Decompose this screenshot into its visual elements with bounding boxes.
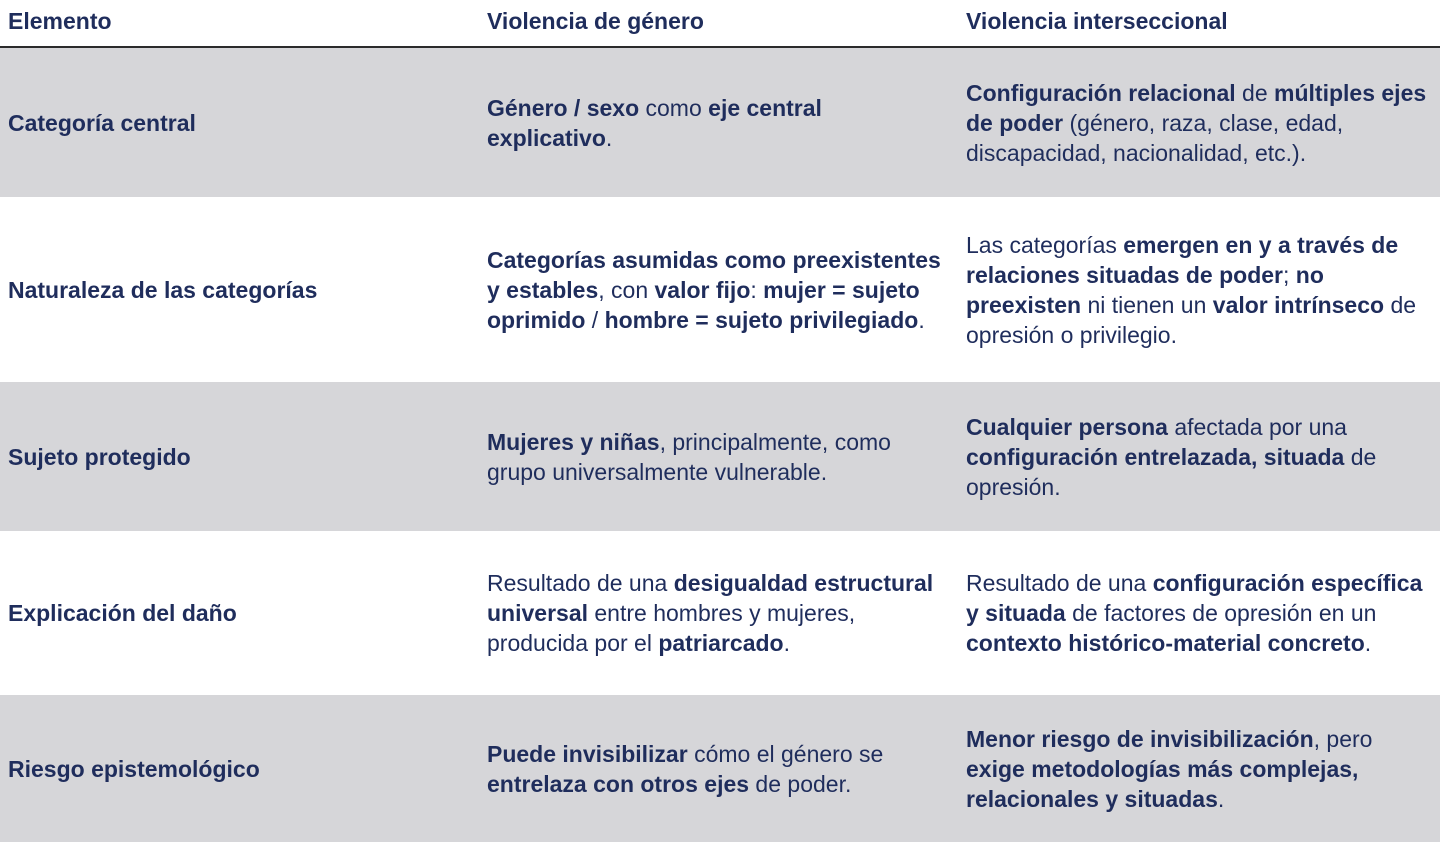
row-element: Riesgo epistemológico xyxy=(8,755,260,782)
emphasis-text: patriarcado xyxy=(658,630,784,656)
plain-text: de factores de opresión en un xyxy=(1065,600,1377,626)
plain-text: como xyxy=(639,94,709,121)
row-gender-cell xyxy=(487,695,953,842)
plain-text: de opresión. xyxy=(966,443,1377,500)
plain-text: afectada por una xyxy=(1167,413,1347,440)
emphasis-text: Cualquier persona xyxy=(966,413,1168,440)
plain-text: , con xyxy=(598,276,655,303)
emphasis-text: configuración entrelazada, situada xyxy=(966,443,1345,470)
row-gender-text xyxy=(487,739,953,799)
row-gender-cell xyxy=(487,48,953,197)
row-intersectional-text xyxy=(966,412,1432,502)
header-element: Elemento xyxy=(8,8,112,34)
header-gender-violence: Violencia de género xyxy=(487,8,704,34)
emphasis-text: múltiples ejes de poder xyxy=(966,79,1427,136)
emphasis-text: desigualdad estructural universal xyxy=(487,570,934,626)
emphasis-text: valor fijo xyxy=(654,276,751,303)
header-intersectional-violence: Violencia interseccional xyxy=(966,8,1228,34)
row-gender-cell xyxy=(487,197,953,382)
plain-text: Las categorías xyxy=(966,231,1124,258)
row-element: Naturaleza de las categorías xyxy=(8,276,318,303)
plain-text: (género, raza, clase, edad, discapacidad, nacionalidad, etc.). xyxy=(966,109,1344,166)
plain-text: ni tienen un xyxy=(1081,291,1213,318)
plain-text: : xyxy=(750,276,764,303)
row-intersectional-text xyxy=(966,724,1432,814)
row-intersectional-cell xyxy=(966,382,1432,531)
emphasis-text: Categorías asumidas como preexistentes y estables xyxy=(487,246,941,303)
plain-text: cómo el género se xyxy=(687,740,884,767)
plain-text: / xyxy=(585,306,605,333)
emphasis-text: mujer = sujeto oprimido xyxy=(487,276,920,333)
row-intersectional-cell xyxy=(966,531,1432,695)
table-header xyxy=(0,0,1440,48)
table-row xyxy=(0,531,1440,695)
emphasis-text: no preexisten xyxy=(966,261,1324,318)
row-intersectional-cell xyxy=(966,48,1432,197)
plain-text: Resultado de una xyxy=(966,570,1153,596)
emphasis-text: entrelaza con otros ejes xyxy=(487,770,750,797)
emphasis-text: Configuración relacional xyxy=(966,79,1236,106)
emphasis-text: valor intrínseco xyxy=(1212,291,1385,318)
emphasis-text: Puede invisibilizar xyxy=(487,740,688,767)
plain-text: . xyxy=(605,124,613,151)
row-intersectional-text xyxy=(966,230,1432,350)
table-row xyxy=(0,382,1440,531)
plain-text: , pero xyxy=(1313,725,1373,752)
emphasis-text: emergen en y a través de relaciones situadas de poder xyxy=(966,231,1399,288)
table-row xyxy=(0,197,1440,382)
row-element: Categoría central xyxy=(8,109,196,136)
row-gender-text xyxy=(487,427,953,487)
plain-text: . xyxy=(1364,630,1372,656)
table-row xyxy=(0,48,1440,197)
plain-text: , principalmente, como grupo universalmente vulnerable. xyxy=(487,428,891,485)
plain-text: . xyxy=(783,630,790,656)
plain-text: entre hombres y mujeres, producida por el xyxy=(487,600,856,656)
row-gender-cell xyxy=(487,382,953,531)
row-gender-text xyxy=(487,245,953,335)
plain-text: . xyxy=(918,306,925,333)
row-intersectional-cell xyxy=(966,695,1432,842)
row-element: Sujeto protegido xyxy=(8,443,191,470)
row-intersectional-text xyxy=(966,568,1432,658)
emphasis-text: hombre = sujeto privilegiado xyxy=(604,306,919,333)
emphasis-text: exige metodologías más complejas, relacionales y situadas xyxy=(966,755,1359,812)
row-gender-text xyxy=(487,568,953,658)
plain-text: . xyxy=(1217,785,1225,812)
row-element: Explicación del daño xyxy=(8,600,237,626)
plain-text: Resultado de una xyxy=(487,570,674,596)
row-intersectional-text xyxy=(966,78,1432,168)
emphasis-text: Menor riesgo de invisibilización xyxy=(966,725,1314,752)
table-row xyxy=(0,695,1440,842)
plain-text: de opresión o privilegio. xyxy=(966,291,1417,348)
row-gender-text xyxy=(487,93,953,153)
plain-text: ; xyxy=(1283,261,1296,288)
emphasis-text: Género / sexo xyxy=(487,94,640,121)
row-intersectional-cell xyxy=(966,197,1432,382)
plain-text: de poder. xyxy=(749,770,852,797)
row-gender-cell xyxy=(487,531,953,695)
emphasis-text: contexto histórico-material concreto xyxy=(966,630,1365,656)
emphasis-text: eje central explicativo xyxy=(487,94,822,151)
emphasis-text: Mujeres y niñas xyxy=(487,428,660,455)
plain-text: de xyxy=(1235,79,1275,106)
emphasis-text: configuración específica y situada xyxy=(966,570,1423,626)
